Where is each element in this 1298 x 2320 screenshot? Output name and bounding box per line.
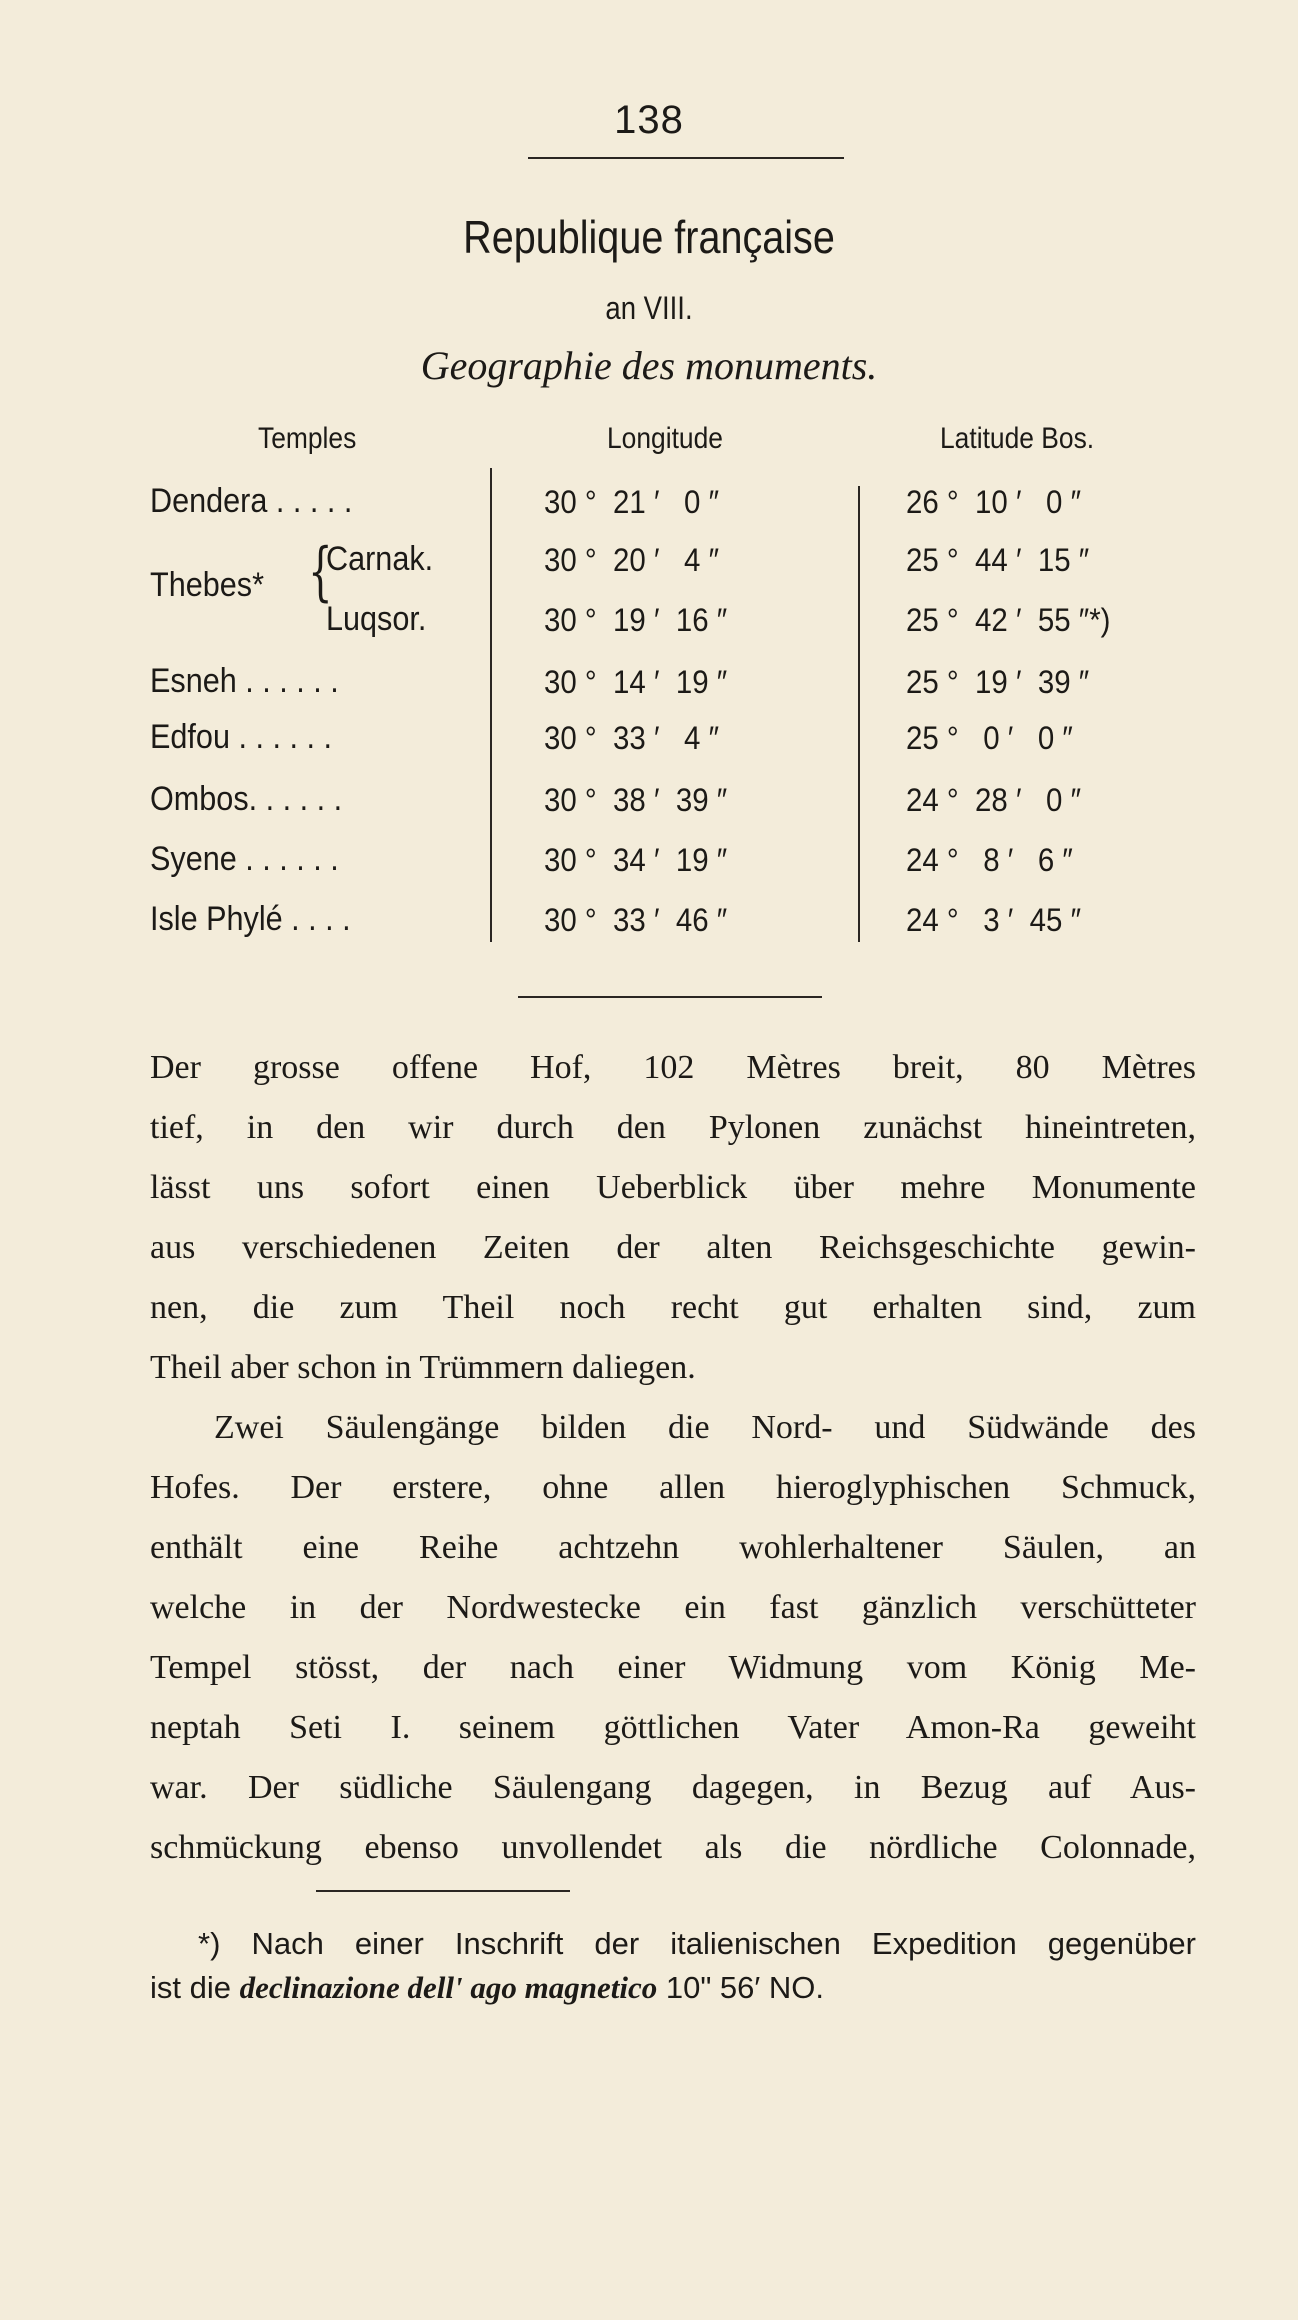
paragraph-line: nen, die zum Theil noch recht gut erhalten sind, zum <box>150 1289 1196 1326</box>
paragraph-line: neptah Seti I. seinem göttlichen Vater Amon-Ra geweiht <box>150 1709 1196 1746</box>
paragraph-line: lässt uns sofort einen Ueberblick über mehre Monumente <box>150 1169 1196 1206</box>
longitude-value: 30 ° 34 ′ 19 ″ <box>544 842 728 878</box>
header-latitude: Latitude Bos. <box>940 422 1095 455</box>
longitude-value: 30 ° 33 ′ 4 ″ <box>544 720 720 756</box>
paragraph-line: Tempel stösst, der nach einer Widmung vom König Me- <box>150 1649 1196 1686</box>
header-longitude: Longitude <box>607 422 723 455</box>
temple-name: Dendera . . . . . <box>150 482 353 520</box>
latitude-value: 26 ° 10 ′ 0 ″ <box>906 484 1082 520</box>
paragraph-line: welche in der Nordwestecke ein fast gänzlich verschütteter <box>150 1589 1196 1626</box>
temple-name: Carnak. <box>326 540 434 578</box>
paragraph-line: aus verschiedenen Zeiten der alten Reichsgeschichte gewin- <box>150 1229 1196 1266</box>
footnote-italic-term: declinazione dell' ago magnetico <box>239 1970 658 2005</box>
longitude-value: 30 ° 19 ′ 16 ″ <box>544 602 728 638</box>
paragraph-line: Zwei Säulengänge bilden die Nord- und Südwände des <box>214 1409 1196 1446</box>
temple-name: Luqsor. <box>326 600 427 638</box>
footnote-rule <box>316 1890 570 1892</box>
paragraph-line: Theil aber schon in Trümmern daliegen. <box>150 1349 696 1386</box>
latitude-value: 24 ° 28 ′ 0 ″ <box>906 782 1082 818</box>
paragraph-line: Hofes. Der erstere, ohne allen hieroglyphischen Schmuck, <box>150 1469 1196 1506</box>
table-section-title: Geographie des monuments. <box>420 343 878 388</box>
temple-name: Ombos. . . . . . <box>150 780 343 818</box>
paragraph-line: enthält eine Reihe achtzehn wohlerhaltener Säulen, an <box>150 1529 1196 1566</box>
latitude-value: 25 ° 19 ′ 39 ″ <box>906 664 1090 700</box>
table-subtitle: an VIII. <box>605 290 693 326</box>
longitude-value: 30 ° 33 ′ 46 ″ <box>544 902 728 938</box>
temple-name: Syene . . . . . . <box>150 840 339 878</box>
table-divider-left <box>490 468 492 942</box>
paragraph-line: schmückung ebenso unvollendet als die nördliche Colonnade, <box>150 1829 1196 1866</box>
longitude-value: 30 ° 20 ′ 4 ″ <box>544 542 720 578</box>
longitude-value: 30 ° 14 ′ 19 ″ <box>544 664 728 700</box>
paragraph <box>150 1038 1196 1398</box>
temple-name: Edfou . . . . . . <box>150 718 332 756</box>
latitude-value: 25 ° 44 ′ 15 ″ <box>906 542 1090 578</box>
footnote <box>150 1922 1196 2010</box>
longitude-value: 30 ° 38 ′ 39 ″ <box>544 782 728 818</box>
paragraph <box>150 1398 1196 1878</box>
latitude-value: 25 ° 0 ′ 0 ″ <box>906 720 1073 756</box>
latitude-value: 25 ° 42 ′ 55 ″*) <box>906 602 1111 638</box>
footnote-line-prefix: ist die <box>150 1970 240 2005</box>
table-title: Republique française <box>463 211 835 263</box>
paragraph-line: war. Der südliche Säulengang dagegen, in Bezug auf Aus- <box>150 1769 1196 1806</box>
temple-group-thebes: Thebes* <box>150 566 264 604</box>
footnote-line-suffix: 10" 56′ NO. <box>657 1970 824 2005</box>
page-number: 138 <box>614 98 684 142</box>
temple-name: Esneh . . . . . . <box>150 662 339 700</box>
header-rule <box>528 157 844 159</box>
table-end-rule <box>518 996 822 998</box>
paragraph-line: Der grosse offene Hof, 102 Mètres breit, 80 Mètres <box>150 1049 1196 1086</box>
brace-glyph: { <box>308 535 333 609</box>
table-divider-right <box>858 486 860 942</box>
temple-name: Isle Phylé . . . . <box>150 900 351 938</box>
latitude-value: 24 ° 3 ′ 45 ″ <box>906 902 1082 938</box>
longitude-value: 30 ° 21 ′ 0 ″ <box>544 484 720 520</box>
paragraph-line: tief, in den wir durch den Pylonen zunächst hineintreten, <box>150 1109 1196 1146</box>
footnote-line: *) Nach einer Inschrift der italienischen Expedition gegenüber <box>198 1926 1196 1961</box>
latitude-value: 24 ° 8 ′ 6 ″ <box>906 842 1073 878</box>
header-temples: Temples <box>258 422 357 455</box>
